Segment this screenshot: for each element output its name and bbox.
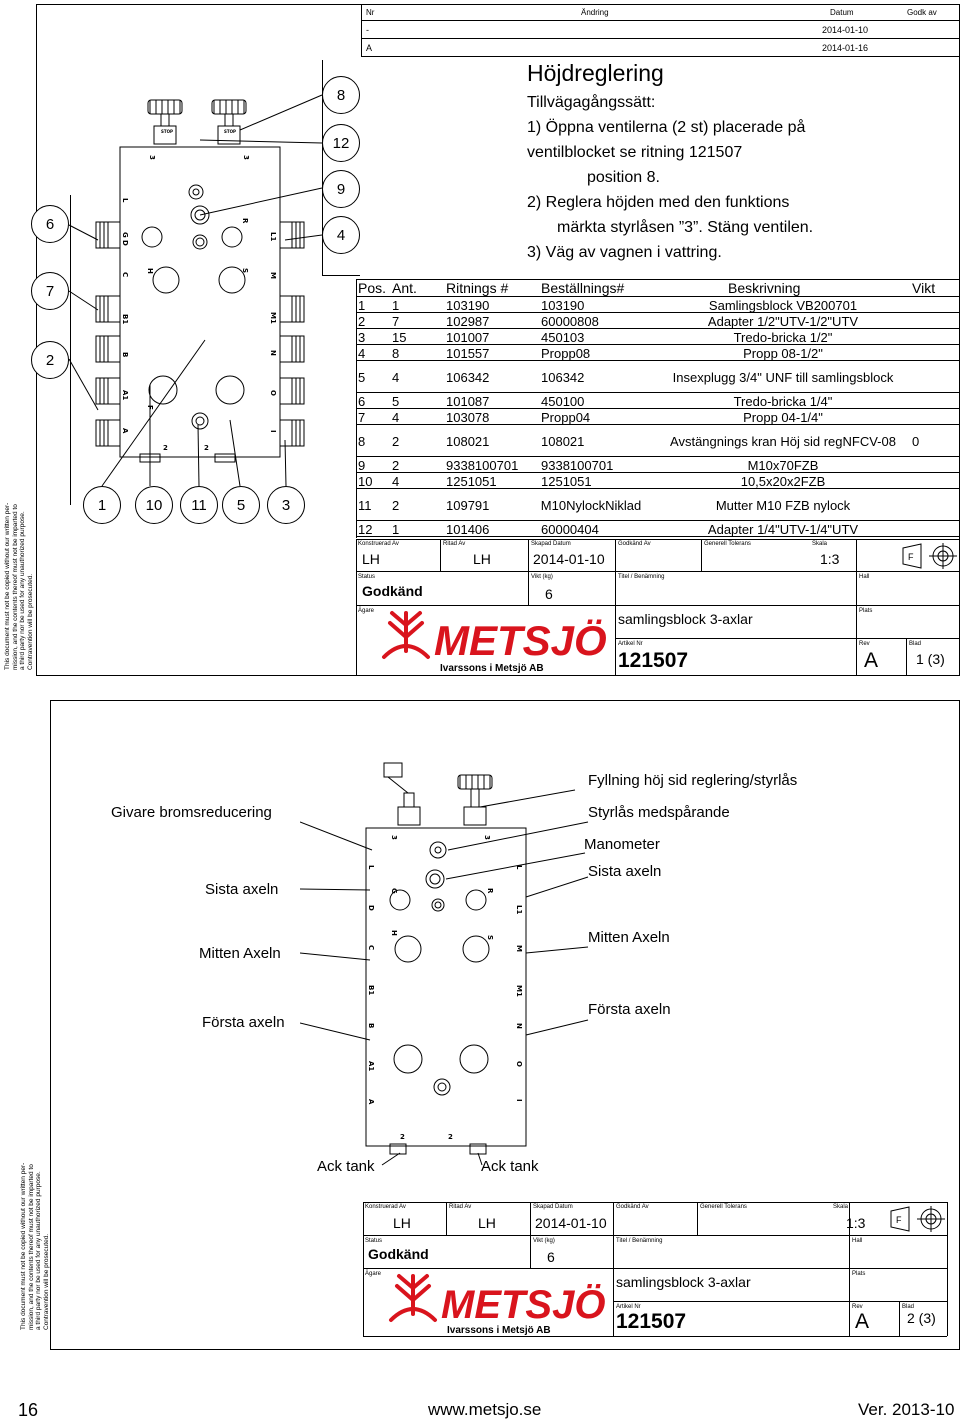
parts-cell: 9 — [358, 457, 366, 473]
parts-cell — [912, 393, 958, 409]
port-letter-L: L — [121, 198, 129, 203]
parts-cell: Propp08 — [541, 345, 591, 361]
label-forsta-axeln-right: Första axeln — [588, 1001, 671, 1018]
parts-cell: 60000808 — [541, 313, 599, 329]
svg-text:L: L — [367, 865, 375, 870]
parts-cell: 101406 — [446, 521, 490, 537]
svg-text:L1: L1 — [269, 232, 277, 242]
metsjo-logo-1 — [378, 605, 613, 675]
label-mitten-axeln-right: Mitten Axeln — [588, 929, 670, 946]
callout-8: 8 — [322, 76, 360, 114]
callout-12: 12 — [322, 124, 360, 162]
parts-cell: 450103 — [541, 329, 585, 345]
parts-cell: 3 — [358, 329, 366, 345]
parts-cell: 8 — [358, 433, 366, 449]
svg-text:F: F — [908, 552, 914, 562]
page2-side-note: This document must not be copied without our written per- mission, and the contents thereof must not be imparted to a third party nor be used for any unauthorized purpose. Contravention will be prosecuted. — [20, 1162, 50, 1330]
parts-row — [356, 392, 960, 409]
parts-cell: 60000404 — [541, 521, 599, 537]
label-mitten-axeln-left: Mitten Axeln — [199, 945, 281, 962]
svg-text:D: D — [367, 905, 375, 911]
svg-text:N: N — [515, 1023, 523, 1029]
svg-text:F: F — [896, 1215, 902, 1225]
parts-cell: 103078 — [446, 409, 490, 425]
svg-text:Ivarssons i Metsjö AB: Ivarssons i Metsjö AB — [440, 663, 544, 674]
callout-4: 4 — [322, 216, 360, 254]
callout-5: 5 — [222, 486, 260, 524]
page-heading: Höjdreglering — [527, 60, 664, 86]
parts-row — [356, 296, 960, 313]
parts-cell: 450100 — [541, 393, 585, 409]
parts-cell: 5 — [392, 393, 400, 409]
svg-text:3: 3 — [483, 835, 491, 840]
version-label: Ver. 2013-10 — [858, 1400, 955, 1419]
parts-cell: 2 — [392, 457, 400, 473]
svg-text:I: I — [515, 1099, 523, 1102]
svg-text:Ivarssons i Metsjö AB: Ivarssons i Metsjö AB — [447, 1325, 551, 1336]
parts-cell: 10,5x20x2FZB — [740, 473, 826, 489]
svg-text:O: O — [515, 1061, 523, 1067]
svg-text:STOP: STOP — [224, 129, 236, 134]
svg-text:I: I — [269, 430, 277, 433]
parts-row — [356, 520, 960, 537]
label-styrlas: Styrlås medspårande — [588, 804, 730, 821]
svg-text:A: A — [121, 428, 129, 434]
parts-cell: 1 — [358, 297, 366, 313]
parts-cell: Tredo-bricka 1/2" — [733, 329, 833, 345]
parts-cell: Adapter 1/4"UTV-1/4"UTV — [707, 521, 859, 537]
parts-cell: 8 — [392, 345, 400, 361]
callout-11: 11 — [180, 486, 218, 524]
parts-cell: 9338100701 — [541, 457, 614, 473]
label-sista-axeln-right: Sista axeln — [588, 863, 662, 880]
parts-cell — [912, 297, 958, 313]
label-ack-tank-1: Ack tank — [317, 1158, 375, 1175]
valve-block-drawing — [0, 0, 360, 520]
svg-text:H: H — [146, 268, 154, 274]
parts-cell: Samlingsblock VB200701 — [708, 297, 858, 313]
svg-text:M1: M1 — [269, 312, 277, 324]
parts-cell: 7 — [392, 313, 400, 329]
parts-cell — [912, 361, 958, 393]
svg-text:2: 2 — [448, 1133, 453, 1141]
svg-text:R: R — [486, 888, 494, 894]
valve-block-drawing-2 — [300, 755, 600, 1175]
parts-cell: Mutter M10 FZB nylock — [715, 497, 851, 513]
svg-text:F: F — [146, 405, 154, 410]
parts-cell: Avstängnings kran Höj sid regNFCV-08 — [670, 433, 896, 449]
callout-1: 1 — [83, 486, 121, 524]
svg-text:C: C — [367, 945, 375, 951]
instructions: Tillvägagångssätt: 1) Öppna ventilerna (2 st) placerade på ventilblocket se ritning 121507 position 8. 2) Reglera höjden med den funktions märkta styrlåsen ”3”. Stäng ventilen. 3) Väg av vagnen i vattring. — [527, 94, 814, 261]
parts-cell: 9338100701 — [446, 457, 519, 473]
parts-cell: 2 — [392, 433, 400, 449]
parts-cell: 4 — [392, 369, 400, 385]
label-ack-tank-2: Ack tank — [481, 1158, 539, 1175]
svg-text:H: H — [390, 930, 398, 936]
parts-cell: 11 — [358, 497, 372, 513]
parts-row — [356, 488, 960, 521]
parts-cell — [912, 489, 958, 521]
svg-text:A1: A1 — [367, 1061, 375, 1072]
title-block-2: Konstruerad Av Ritad Av Skapad Datum Godkänd Av Generell Tolerans Skala Status Vikt (kg) Titel / Benämning Hall Ägare Plats Artikel Nr Rev Blad LH LH 2014-01-10 1:3 Godkänd 6 samlingsblock 3-axlar 121507 A 2 (3) F — [363, 1202, 947, 1336]
parts-cell: M10NylockNiklad — [540, 497, 642, 513]
parts-cell: 4 — [358, 345, 366, 361]
parts-row — [356, 456, 960, 473]
callout-7: 7 — [31, 272, 69, 310]
parts-cell: 0 — [912, 433, 920, 449]
label-sista-axeln-left: Sista axeln — [205, 881, 279, 898]
svg-text:C: C — [121, 272, 129, 278]
parts-cell: 5 — [358, 369, 366, 385]
svg-text:N: N — [269, 350, 277, 356]
svg-text:B1: B1 — [367, 985, 375, 996]
metsjo-logo-2 — [385, 1270, 615, 1336]
parts-cell: 4 — [392, 409, 400, 425]
svg-text:B: B — [367, 1023, 375, 1029]
revision-table: Nr Ändring Datum Godk av - 2014-01-10 A 2014-01-16 — [361, 4, 960, 56]
parts-cell: 101087 — [446, 393, 490, 409]
callout-10: 10 — [135, 486, 173, 524]
svg-text:3: 3 — [242, 155, 250, 160]
parts-row — [356, 408, 960, 425]
website-link[interactable]: www.metsjo.se — [428, 1400, 542, 1419]
callout-9: 9 — [322, 170, 360, 208]
page-number: 16 — [18, 1400, 39, 1420]
svg-text:A: A — [367, 1099, 375, 1105]
svg-text:2: 2 — [204, 444, 209, 452]
parts-cell — [912, 329, 958, 345]
parts-cell: 106342 — [446, 369, 490, 385]
parts-cell: 2 — [392, 497, 400, 513]
callout-3: 3 — [267, 486, 305, 524]
svg-text:L: L — [515, 865, 523, 870]
parts-row — [356, 472, 960, 489]
parts-cell — [912, 345, 958, 361]
parts-cell: 1251051 — [541, 473, 592, 489]
svg-text:3: 3 — [148, 155, 156, 160]
title-block-1: Konstruerad Av Ritad Av Skapad Datum Godkänd Av Generell Tolerans Skala Status Vikt (kg) Titel / Benämning Hall Ägare Plats Artikel Nr Rev Blad LH LH 2014-01-10 1:3 Godkänd 6 samlingsblock 3-axlar 121507 A 1 (3) F — [356, 539, 960, 676]
parts-cell: Insexplugg 3/4" UNF till samlingsblock — [672, 369, 894, 385]
callout-6: 6 — [31, 205, 69, 243]
parts-cell: M10x70FZB — [747, 457, 819, 473]
svg-text:B: B — [121, 352, 129, 358]
parts-row — [356, 312, 960, 329]
label-fyllning: Fyllning höj sid reglering/styrlås — [588, 772, 798, 789]
svg-text:A1: A1 — [121, 390, 129, 401]
parts-cell: Propp04 — [541, 409, 591, 425]
svg-text:L1: L1 — [515, 905, 523, 915]
parts-cell: 102987 — [446, 313, 490, 329]
parts-cell — [912, 409, 958, 425]
svg-text:2: 2 — [400, 1133, 405, 1141]
svg-text:R: R — [241, 218, 249, 224]
projection-symbol-icon-2 — [889, 1205, 947, 1233]
parts-cell: 1 — [392, 521, 400, 537]
page1-side-note: This document must not be copied without our written per- mission, and the contents thereof must not be imparted to a third party nor be used for any unauthorized purpose. Contravention will be prosecuted. — [4, 502, 34, 670]
callout-2: 2 — [31, 341, 69, 379]
parts-cell: 4 — [392, 473, 400, 489]
parts-cell: 15 — [392, 329, 407, 345]
parts-row — [356, 344, 960, 361]
parts-cell: 12 — [358, 521, 373, 537]
parts-cell: 108021 — [541, 433, 585, 449]
parts-cell — [912, 473, 958, 489]
label-forsta-axeln-left: Första axeln — [202, 1014, 285, 1031]
parts-cell: Tredo-bricka 1/4" — [733, 393, 833, 409]
parts-cell: Propp 04-1/4" — [743, 409, 823, 425]
parts-cell — [912, 313, 958, 329]
svg-text:O: O — [269, 390, 277, 396]
svg-text:STOP: STOP — [161, 129, 173, 134]
parts-cell: 108021 — [446, 433, 490, 449]
svg-text:M: M — [515, 945, 523, 952]
parts-cell: 109791 — [446, 497, 490, 513]
parts-cell: Propp 08-1/2" — [743, 345, 823, 361]
parts-cell — [912, 521, 958, 537]
parts-cell: 103190 — [446, 297, 490, 313]
parts-cell: 101557 — [446, 345, 490, 361]
parts-cell: 1 — [392, 297, 400, 313]
parts-cell: 106342 — [541, 369, 585, 385]
parts-cell: 6 — [358, 393, 366, 409]
svg-text:S: S — [486, 935, 494, 941]
label-manometer: Manometer — [584, 836, 660, 853]
parts-cell: 2 — [358, 313, 366, 329]
label-givare-bromsreducering: Givare bromsreducering — [111, 804, 272, 821]
svg-text:G: G — [390, 888, 398, 894]
svg-text:D: D — [121, 240, 129, 246]
parts-cell: 7 — [358, 409, 366, 425]
svg-text:M: M — [269, 272, 277, 279]
svg-text:2: 2 — [163, 444, 168, 452]
svg-text:3: 3 — [390, 835, 398, 840]
svg-text:S: S — [241, 268, 249, 274]
parts-row — [356, 328, 960, 345]
projection-symbol-icon — [901, 542, 959, 570]
parts-cell: 101007 — [446, 329, 490, 345]
svg-text:M1: M1 — [515, 985, 523, 997]
parts-row — [356, 424, 960, 457]
parts-cell: Adapter 1/2"UTV-1/2"UTV — [707, 313, 859, 329]
svg-text:B1: B1 — [121, 314, 129, 325]
svg-text:G: G — [121, 232, 129, 238]
parts-cell: 10 — [358, 473, 373, 489]
parts-cell — [912, 457, 958, 473]
svg-text:METSJÖ: METSJÖ — [441, 1283, 606, 1327]
parts-cell: 103190 — [541, 297, 585, 313]
parts-cell: 1251051 — [446, 473, 497, 489]
svg-text:METSJÖ: METSJÖ — [434, 617, 607, 664]
parts-row — [356, 360, 960, 393]
